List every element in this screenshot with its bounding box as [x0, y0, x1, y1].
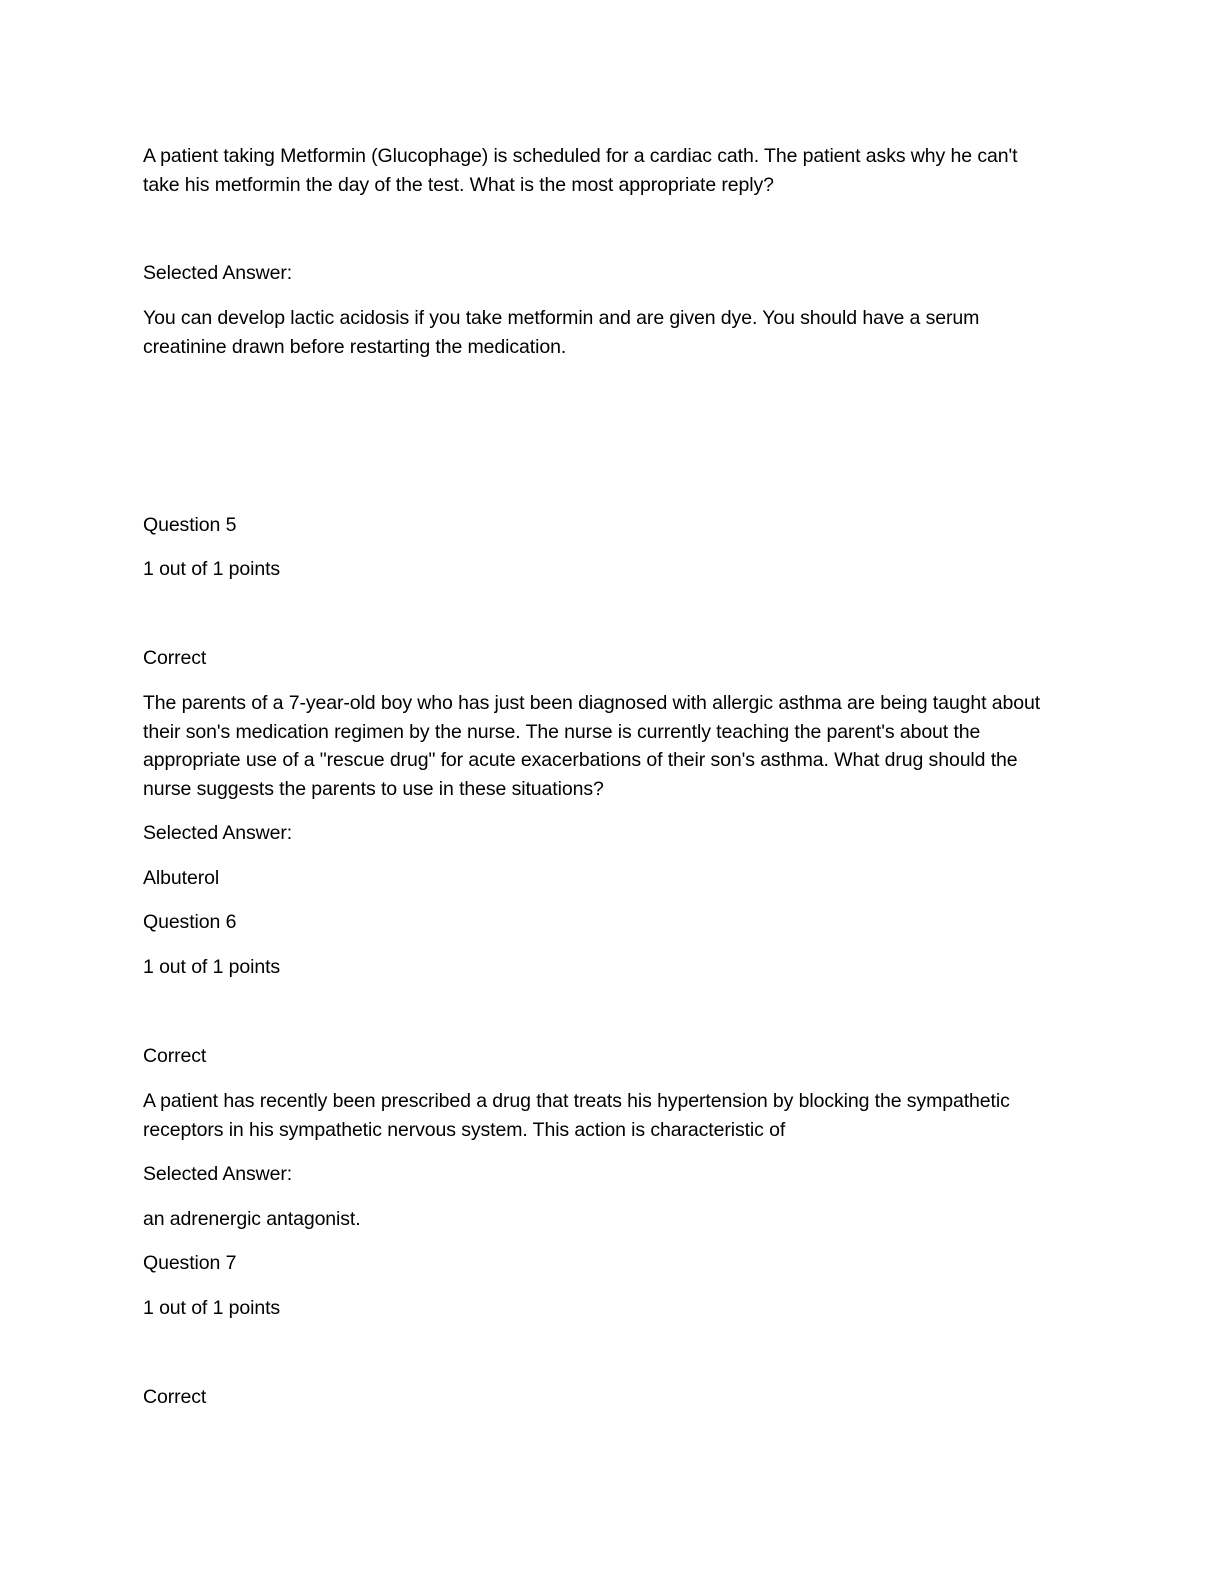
question-6-status: Correct: [143, 1045, 207, 1067]
question-5-answer: Albuterol: [143, 867, 220, 889]
question-6-text-line-2: receptors in his sympathetic nervous system. This action is characteristic of: [143, 1119, 786, 1141]
selected-answer-label: Selected Answer:: [143, 822, 293, 844]
question-6-points: 1 out of 1 points: [143, 956, 281, 978]
question-5-text-line-2: their son's medication regimen by the nurse. The nurse is currently teaching the parent's about the: [143, 721, 981, 743]
question-5-points: 1 out of 1 points: [143, 558, 281, 580]
question-6-heading: Question 6: [143, 911, 237, 933]
question-6-answer: an adrenergic antagonist.: [143, 1208, 361, 1230]
question-5-status: Correct: [143, 647, 207, 669]
question-4-answer-line-2: creatinine drawn before restarting the medication.: [143, 336, 567, 358]
question-4-answer-line-1: You can develop lactic acidosis if you take metformin and are given dye. You should have a serum: [143, 307, 980, 329]
question-4-text-line-1: A patient taking Metformin (Glucophage) is scheduled for a cardiac cath. The patient asks why he can't: [143, 145, 1018, 167]
question-7-heading: Question 7: [143, 1252, 237, 1274]
selected-answer-label: Selected Answer:: [143, 1163, 293, 1185]
question-5-heading: Question 5: [143, 514, 237, 536]
question-7-points: 1 out of 1 points: [143, 1297, 281, 1319]
question-6-text-line-1: A patient has recently been prescribed a drug that treats his hypertension by blocking the sympathetic: [143, 1090, 1010, 1112]
question-5-text-line-3: appropriate use of a "rescue drug" for acute exacerbations of their son's asthma. What drug should the: [143, 749, 1018, 771]
selected-answer-label: Selected Answer:: [143, 262, 293, 284]
question-4-text-line-2: take his metformin the day of the test. What is the most appropriate reply?: [143, 174, 774, 196]
question-5-text-line-4: nurse suggests the parents to use in these situations?: [143, 778, 604, 800]
question-7-status: Correct: [143, 1386, 207, 1408]
question-5-text-line-1: The parents of a 7-year-old boy who has just been diagnosed with allergic asthma are being taught about: [143, 692, 1041, 714]
